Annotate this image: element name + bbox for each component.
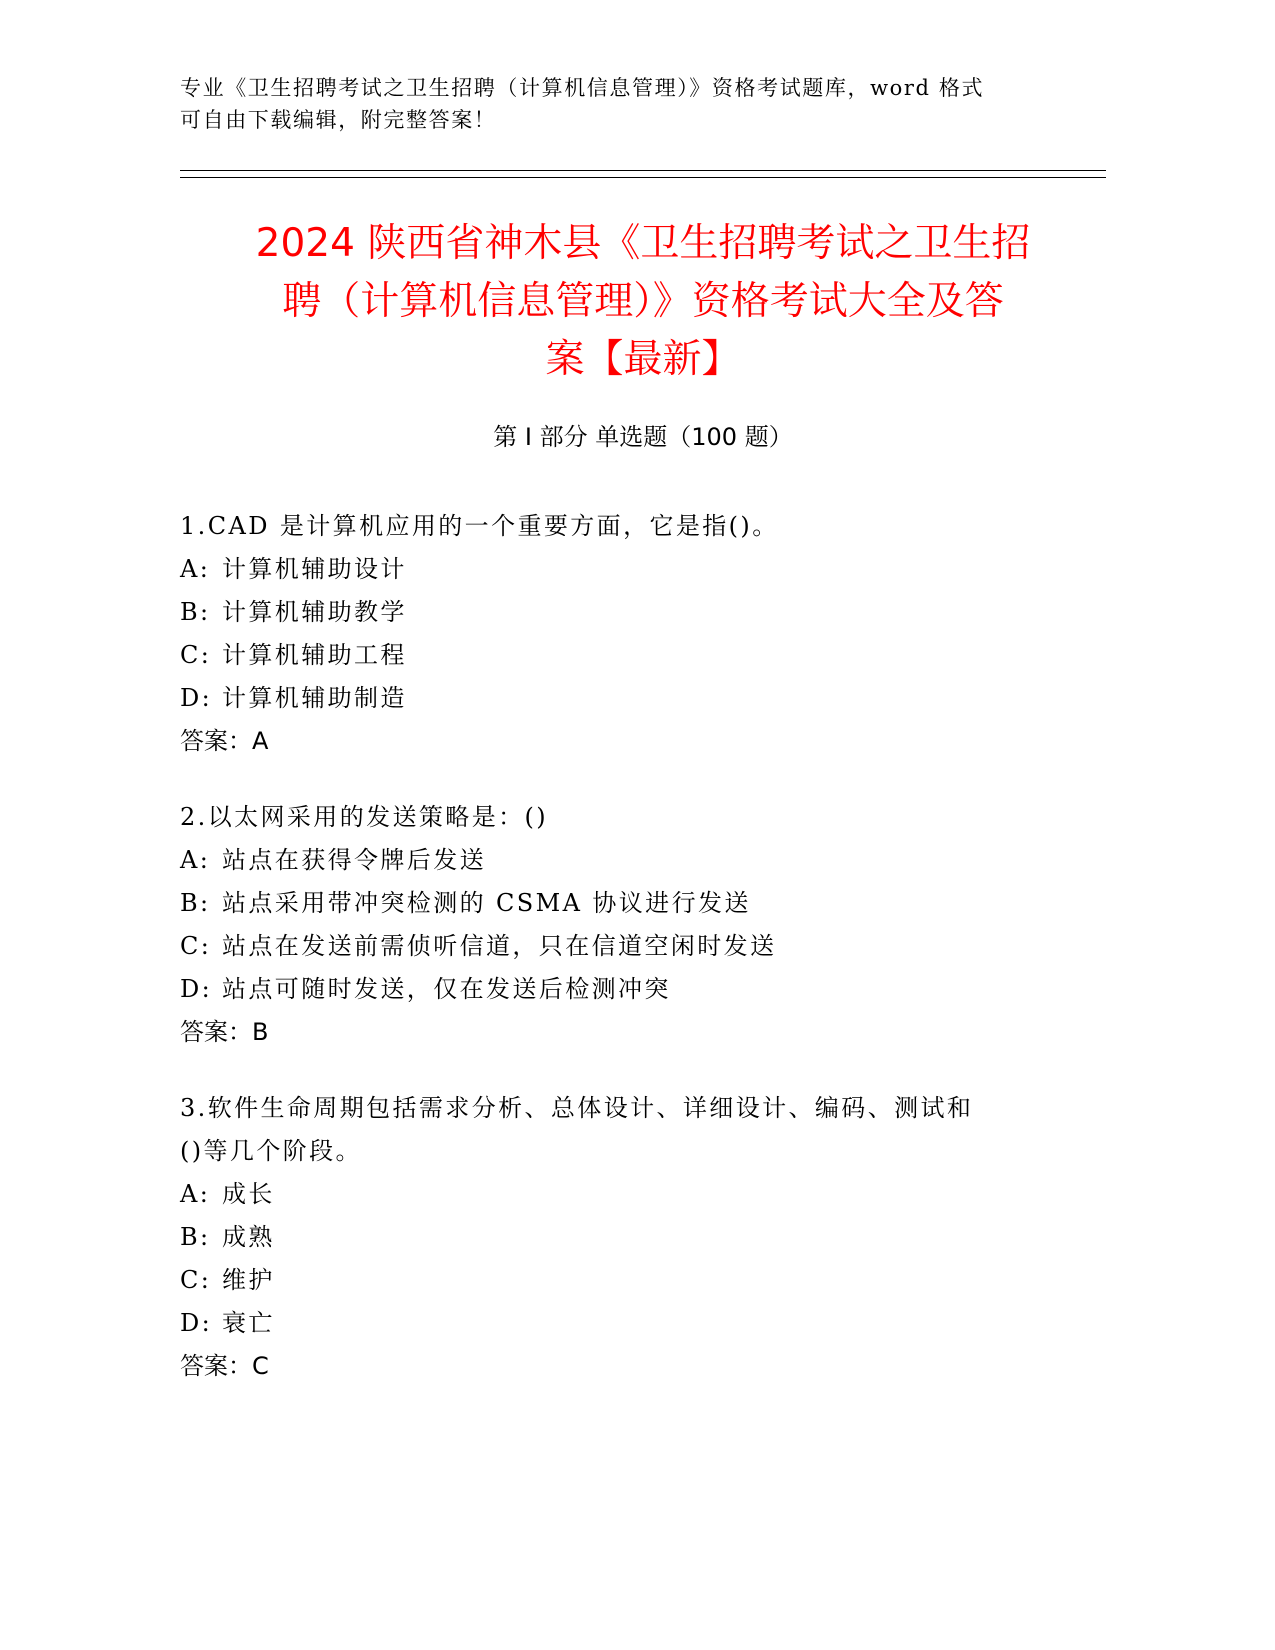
document-title-line: 2024 陕西省神木县《卫生招聘考试之卫生招 — [255, 221, 1031, 266]
option-label: C: — [180, 932, 212, 960]
question-item — [180, 1087, 1020, 1388]
option-a — [180, 1173, 1020, 1216]
option-text: 成熟 — [222, 1223, 275, 1251]
question-item — [180, 505, 1020, 763]
option-b — [180, 591, 1020, 634]
option-b — [180, 882, 1020, 925]
option-d — [180, 968, 1020, 1011]
option-label: C: — [180, 1266, 212, 1294]
header-divider — [180, 170, 1106, 171]
question-stem: ()等几个阶段。 — [180, 1137, 362, 1165]
option-c — [180, 925, 1020, 968]
option-text: 站点采用带冲突检测的 CSMA 协议进行发送 — [222, 889, 751, 917]
option-label: A: — [180, 555, 211, 583]
option-a — [180, 548, 1020, 591]
section-title: 第 I 部分 单选题（100 题） — [493, 423, 793, 451]
option-text: 衰亡 — [222, 1309, 275, 1337]
header-note-line: 可自由下载编辑，附完整答案！ — [180, 108, 497, 132]
option-a — [180, 839, 1020, 882]
question-item — [180, 796, 1020, 1054]
option-text: 计算机辅助制造 — [222, 684, 407, 712]
option-text: 维护 — [222, 1266, 275, 1294]
option-c — [180, 634, 1020, 677]
option-d — [180, 677, 1020, 720]
option-c — [180, 1259, 1020, 1302]
document-title — [180, 215, 1106, 389]
header-note — [180, 72, 1060, 136]
option-d — [180, 1302, 1020, 1345]
option-label: C: — [180, 641, 212, 669]
option-text: 站点在发送前需侦听信道，只在信道空闲时发送 — [222, 932, 777, 960]
option-label: D: — [180, 1309, 213, 1337]
question-stem: 1.CAD 是计算机应用的一个重要方面，它是指()。 — [180, 512, 779, 540]
option-label: A: — [180, 1180, 211, 1208]
option-text: 站点可随时发送，仅在发送后检测冲突 — [222, 975, 671, 1003]
option-b — [180, 1216, 1020, 1259]
header-note-line: 专业《卫生招聘考试之卫生招聘（计算机信息管理）》资格考试题库，word 格式 — [180, 76, 985, 100]
option-label: D: — [180, 975, 213, 1003]
option-label: B: — [180, 889, 211, 917]
option-text: 站点在获得令牌后发送 — [222, 846, 486, 874]
question-stem: 3.软件生命周期包括需求分析、总体设计、详细设计、编码、测试和 — [180, 1094, 974, 1122]
answer-line: 答案：C — [180, 1352, 269, 1380]
header-divider — [180, 177, 1106, 178]
question-stem: 2.以太网采用的发送策略是：() — [180, 803, 549, 831]
document-title-line: 案【最新】 — [545, 337, 741, 382]
option-label: A: — [180, 846, 211, 874]
question-list — [180, 505, 1020, 1421]
option-text: 计算机辅助教学 — [222, 598, 407, 626]
option-label: B: — [180, 1223, 211, 1251]
option-text: 成长 — [222, 1180, 275, 1208]
option-text: 计算机辅助设计 — [222, 555, 407, 583]
option-text: 计算机辅助工程 — [222, 641, 407, 669]
answer-line: 答案：A — [180, 727, 269, 755]
document-title-line: 聘（计算机信息管理）》资格考试大全及答 — [282, 279, 1004, 324]
option-label: D: — [180, 684, 213, 712]
answer-line: 答案：B — [180, 1018, 269, 1046]
option-label: B: — [180, 598, 211, 626]
